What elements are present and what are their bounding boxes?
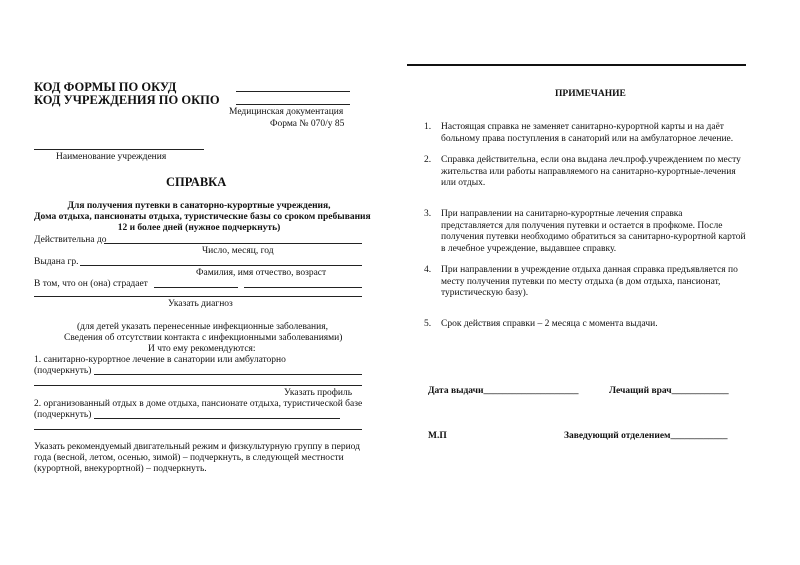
note-text: Справка действительна, если она выдана леч.проф.учреждением по месту жительства или работы направляемого на санитарно-курортные-лечения или отдых. bbox=[441, 155, 741, 188]
valid-until-field bbox=[104, 243, 362, 244]
regime-line-3: (курортной, внекурортной) – подчеркнуть. bbox=[34, 464, 207, 474]
issued-to-field bbox=[80, 265, 362, 266]
document-title: СПРАВКА bbox=[166, 175, 227, 189]
institution-caption: Наименование учреждения bbox=[56, 152, 167, 162]
note-text: Настоящая справка не заменяет санитарно-курортной карты и на даёт больному права поступления в санаторий или на амбулаторное лечение. bbox=[441, 122, 734, 144]
note-text: При направлении на санитарно-курортные лечения справка представляется для получения путевки и остается в профкоме. После получения путевки необходимо обратиться за санитарно-курортной картой в лечебное учреждение, выдавшее справку. bbox=[441, 209, 746, 254]
okpo-label: КОД УЧРЕЖДЕНИЯ ПО ОКПО bbox=[34, 93, 220, 107]
regime-line-2: года (весной, летом, осенью, зимой) – подчеркнуть, в следующей местности bbox=[34, 453, 344, 463]
okud-label: КОД ФОРМЫ ПО ОКУД bbox=[34, 80, 177, 94]
diagnosis-caption: Указать диагноз bbox=[168, 299, 233, 309]
head-signature-field: Заведующий отделением____________ bbox=[564, 431, 728, 441]
purpose-line-1: Для получения путевки в санаторно-курортные учреждения, bbox=[67, 201, 331, 211]
note-number: 4. bbox=[424, 265, 432, 275]
issued-to-label: Выдана гр. bbox=[34, 257, 79, 267]
children-note-2: Сведения об отсутствии контакта с инфекционными заболеваниями) bbox=[64, 333, 343, 343]
form-number: Форма № 070/у 85 bbox=[270, 119, 345, 129]
note-number: 5. bbox=[424, 319, 432, 329]
profile-field bbox=[34, 385, 362, 386]
top-rule bbox=[407, 64, 746, 66]
okpo-field bbox=[236, 104, 350, 105]
date-caption: Число, месяц, год bbox=[202, 246, 274, 256]
recommendation-2-underline-note: (подчеркнуть) bbox=[34, 410, 92, 420]
diagnosis-field-c bbox=[34, 296, 362, 297]
regime-line-1: Указать рекомендуемый двигательный режим и физкультурную группу в период bbox=[34, 442, 360, 452]
note-text: При направлении в учреждение отдыха данная справка предъявляется по месту получения путевки по месту отдыха (в дом отдыха, пансионат, туристическую базу). bbox=[441, 265, 738, 298]
diagnosis-field-a bbox=[154, 287, 238, 288]
stamp-label: М.П bbox=[428, 431, 447, 441]
med-doc-label: Медицинская документация bbox=[229, 107, 344, 117]
purpose-line-3: 12 и более дней (нужное подчеркнуть) bbox=[117, 223, 281, 233]
recommendation-1-field bbox=[94, 374, 362, 375]
note-number: 2. bbox=[424, 155, 432, 165]
issue-date-field: Дата выдачи____________________ bbox=[428, 386, 579, 396]
recommended-label: И что ему рекомендуются: bbox=[148, 344, 256, 354]
note-number: 1. bbox=[424, 122, 432, 132]
valid-until-label: Действительна до bbox=[34, 235, 107, 245]
suffers-label: В том, что он (она) страдает bbox=[34, 279, 148, 289]
children-note-1: (для детей указать перенесенные инфекционные заболевания, bbox=[77, 322, 328, 332]
recommendation-1-underline-note: (подчеркнуть) bbox=[34, 366, 92, 376]
recommendation-1: 1. санитарно-курортное лечение в санатории или амбулаторно bbox=[34, 355, 286, 365]
name-caption: Фамилия, имя отчество, возраст bbox=[196, 268, 327, 278]
recommendation-2-field-b bbox=[34, 429, 362, 430]
institution-field bbox=[34, 149, 204, 150]
diagnosis-field-b bbox=[244, 287, 362, 288]
profile-caption: Указать профиль bbox=[284, 388, 353, 398]
purpose-line-2: Дома отдыха, пансионаты отдыха, туристические базы со сроком пребывания bbox=[34, 212, 371, 222]
note-title: ПРИМЕЧАНИЕ bbox=[555, 89, 626, 99]
note-text: Срок действия справки – 2 месяца с момента выдачи. bbox=[441, 319, 658, 329]
note-number: 3. bbox=[424, 209, 432, 219]
recommendation-2-field bbox=[94, 418, 340, 419]
okud-field bbox=[236, 91, 350, 92]
recommendation-2: 2. организованный отдых в доме отдыха, пансионате отдыха, туристической базе bbox=[34, 399, 363, 409]
doctor-signature-field: Лечащий врач____________ bbox=[609, 386, 729, 396]
